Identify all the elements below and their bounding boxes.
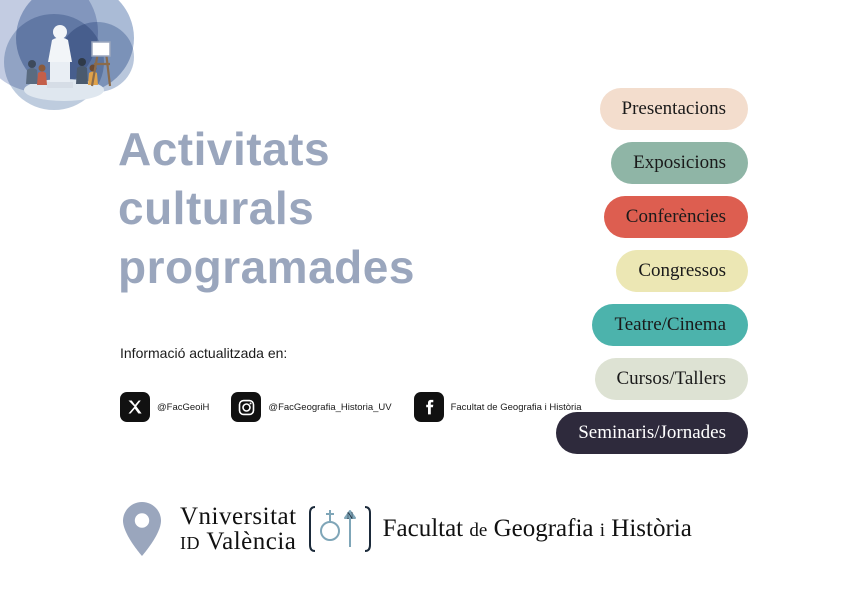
- category-pill-label: Presentacions: [621, 98, 726, 119]
- facebook-icon: [414, 392, 444, 422]
- social-link-x[interactable]: [120, 392, 209, 422]
- social-handle-x: @FacGeoiH: [157, 401, 210, 413]
- university-seal-icon: [305, 501, 375, 557]
- footer-logo-row: [120, 500, 692, 558]
- category-pill-congressos[interactable]: [616, 250, 748, 292]
- university-name-line-2: [180, 529, 297, 555]
- category-pill-label: Teatre/Cinema: [614, 314, 726, 335]
- category-pill-seminaris-jornades[interactable]: [556, 412, 748, 454]
- category-pill-list: [556, 88, 748, 466]
- social-handle-instagram: @FacGeografia_Historia_UV: [268, 401, 392, 413]
- location-pin-icon: [120, 500, 164, 558]
- category-pill-label: Congressos: [638, 260, 726, 281]
- category-pill-conferencies[interactable]: [604, 196, 748, 238]
- category-pill-label: Conferències: [625, 206, 726, 227]
- university-name-line-1: Vniversitat: [180, 502, 297, 530]
- faculty-name: [383, 515, 692, 543]
- decorative-blob-group: [0, 0, 160, 130]
- museum-visitors-illustration: [14, 12, 114, 108]
- social-links-row: [120, 392, 604, 422]
- category-pill-teatre-cinema[interactable]: [592, 304, 748, 346]
- svg-text:N: N: [346, 511, 353, 521]
- page-title-line-3: programades: [118, 240, 415, 293]
- university-name-valencia: València: [206, 528, 297, 555]
- category-pill-cursos-tallers[interactable]: [595, 358, 749, 400]
- instagram-icon: [231, 392, 261, 422]
- page-title-line-1: Activitats: [118, 123, 331, 175]
- university-wordmark: [180, 504, 297, 555]
- x-twitter-icon: [120, 392, 150, 422]
- category-pill-label: Seminaris/Jornades: [578, 422, 726, 443]
- category-pill-presentacions[interactable]: [600, 88, 748, 130]
- info-label: Informació actualitzada en:: [120, 345, 288, 361]
- faculty-name-de: de: [469, 520, 488, 541]
- category-pill-label: Exposicions: [633, 152, 726, 173]
- page-title-line-2: culturals: [118, 181, 315, 234]
- category-pill-label: Cursos/Tallers: [616, 368, 726, 389]
- faculty-name-facultat: Facultat: [382, 515, 464, 542]
- category-pill-exposicions[interactable]: [611, 142, 748, 184]
- faculty-name-historia: Història: [611, 515, 692, 542]
- social-handle-facebook: Facultat de Geografia i Història: [450, 401, 582, 413]
- university-name-de: ID: [180, 533, 200, 553]
- faculty-name-i: i: [599, 520, 606, 541]
- faculty-name-geografia: Geografia: [493, 515, 594, 542]
- social-link-instagram[interactable]: [231, 392, 391, 422]
- page-title: [118, 120, 548, 297]
